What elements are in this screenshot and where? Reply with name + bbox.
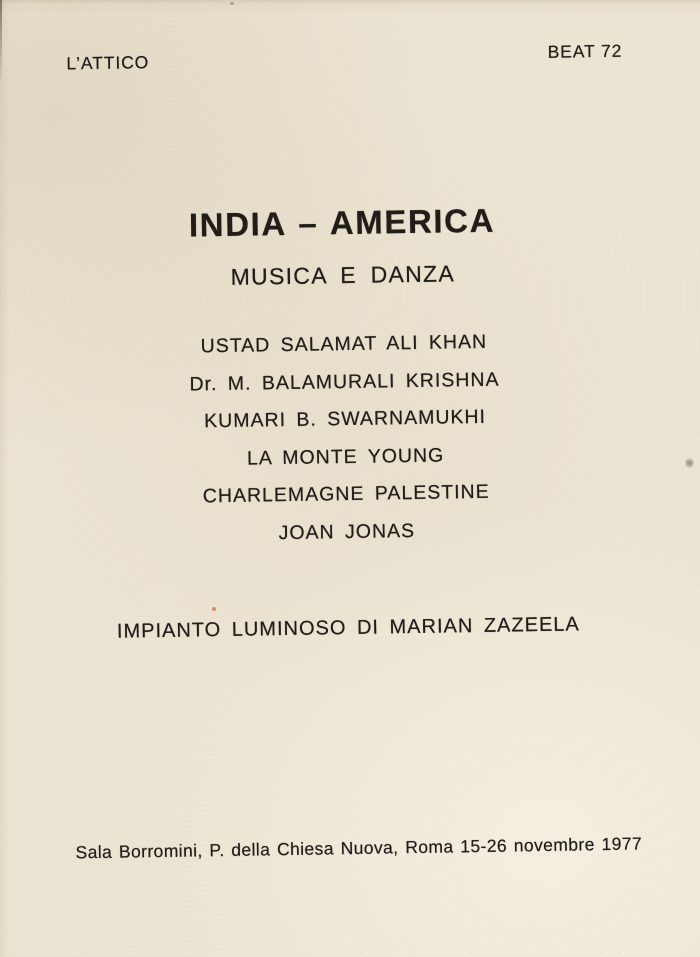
poster-subtitle: MUSICA E DANZA [230, 260, 456, 290]
scan-edge-shadow [0, 0, 2, 85]
performer-name: KUMARI B. SWARNAMUKHI [204, 405, 487, 433]
performer-list [0, 321, 697, 557]
venue-name: BEAT 72 [547, 40, 623, 62]
venue-date-line: Sala Borromini, P. della Chiesa Nuova, Roma 15-26 novembre 1977 [75, 833, 643, 863]
header-row [66, 40, 623, 75]
gallery-name: L’ATTICO [66, 52, 150, 74]
poster-title: INDIA – AMERICA [188, 201, 496, 244]
paper-blemish [685, 458, 694, 468]
performer-name: LA MONTE YOUNG [246, 444, 445, 470]
performer-name: Dr. M. BALAMURALI KRISHNA [189, 368, 500, 396]
performer-name: CHARLEMAGNE PALESTINE [202, 480, 490, 508]
paper-speck [230, 2, 234, 5]
paper-speck [212, 607, 216, 611]
performer-name: JOAN JONAS [278, 519, 416, 544]
performer-name: USTAD SALAMAT ALI KHAN [200, 330, 488, 358]
lighting-credit: IMPIANTO LUMINOSO DI MARIAN ZAZEELA [116, 613, 580, 643]
